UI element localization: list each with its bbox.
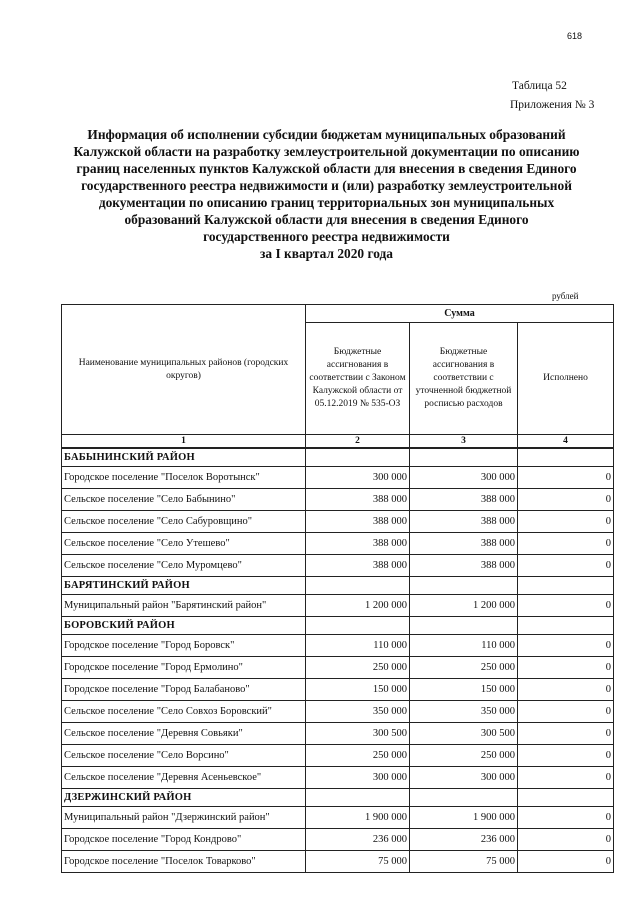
executed-value: 0: [518, 745, 614, 767]
table-row: [62, 745, 614, 767]
table-row: [62, 701, 614, 723]
law-allocation-value: 250 000: [306, 657, 410, 679]
district-name: БАБЫНИНСКИЙ РАЙОН: [62, 448, 306, 467]
law-allocation-value: 150 000: [306, 679, 410, 701]
budget-allocation-value: 236 000: [410, 829, 518, 851]
budget-allocation-value: 300 500: [410, 723, 518, 745]
table-row: [62, 533, 614, 555]
page-number: 618: [567, 31, 583, 41]
header-name: Наименование муниципальных районов (городских округов): [62, 305, 306, 435]
table-row: [62, 635, 614, 657]
law-allocation-value: 388 000: [306, 489, 410, 511]
title-line: документации по описанию границ территориальных зон муниципальных: [98, 195, 555, 210]
executed-value: 0: [518, 555, 614, 577]
budget-allocation-value: 75 000: [410, 851, 518, 873]
district-header-row: [62, 577, 614, 595]
empty-cell: [410, 448, 518, 467]
budget-allocation-value: 1 200 000: [410, 595, 518, 617]
budget-allocation-value: 388 000: [410, 489, 518, 511]
title-line: государственного реестра недвижимости и (или) разработку землеустроительной: [81, 178, 572, 193]
law-allocation-value: 388 000: [306, 555, 410, 577]
header-row-sum: [62, 305, 614, 323]
municipality-name: Сельское поселение "Деревня Совьяки": [62, 723, 306, 745]
executed-value: 0: [518, 533, 614, 555]
district-header-row: [62, 789, 614, 807]
budget-allocation-value: 150 000: [410, 679, 518, 701]
executed-value: 0: [518, 723, 614, 745]
executed-value: 0: [518, 467, 614, 489]
budget-allocation-value: 388 000: [410, 511, 518, 533]
municipality-name: Городское поселение "Город Балабаново": [62, 679, 306, 701]
municipality-name: Городское поселение "Город Кондрово": [62, 829, 306, 851]
table-row: [62, 555, 614, 577]
municipality-name: Городское поселение "Поселок Товарково": [62, 851, 306, 873]
table-row: [62, 511, 614, 533]
budget-allocation-value: 300 000: [410, 467, 518, 489]
municipality-name: Сельское поселение "Село Ворсино": [62, 745, 306, 767]
municipality-name: Сельское поселение "Деревня Асеньевское": [62, 767, 306, 789]
table-row: [62, 807, 614, 829]
municipality-name: Городское поселение "Город Боровск": [62, 635, 306, 657]
executed-value: 0: [518, 851, 614, 873]
municipality-name: Сельское поселение "Село Утешево": [62, 533, 306, 555]
executed-value: 0: [518, 595, 614, 617]
law-allocation-value: 350 000: [306, 701, 410, 723]
column-number-row: [62, 435, 614, 449]
law-allocation-value: 1 900 000: [306, 807, 410, 829]
title-line: государственного реестра недвижимости: [203, 229, 450, 244]
municipality-name: Муниципальный район "Барятинский район": [62, 595, 306, 617]
subsidy-table: [61, 304, 614, 873]
header-col2: Бюджетные ассигнования в соответствии с Законом Калужской области от 05.12.2019 № 535-ОЗ: [306, 323, 410, 435]
municipality-name: Муниципальный район "Дзержинский район": [62, 807, 306, 829]
district-header-row: [62, 617, 614, 635]
municipality-name: Сельское поселение "Село Сабуровщино": [62, 511, 306, 533]
title-line: образований Калужской области для внесения в сведения Единого: [124, 212, 529, 227]
header-col4: Исполнено: [518, 323, 614, 435]
executed-value: 0: [518, 657, 614, 679]
executed-value: 0: [518, 701, 614, 723]
budget-allocation-value: 300 000: [410, 767, 518, 789]
header-sum: Сумма: [306, 305, 614, 323]
executed-value: 0: [518, 679, 614, 701]
title-line: границ населенных пунктов Калужской области для внесения в сведения Единого: [76, 161, 577, 176]
budget-allocation-value: 350 000: [410, 701, 518, 723]
title-line: Информация об исполнении субсидии бюджетам муниципальных образований: [87, 127, 566, 142]
document-title: [40, 126, 613, 262]
table-row: [62, 767, 614, 789]
title-line: за I квартал 2020 года: [260, 246, 393, 261]
executed-value: 0: [518, 511, 614, 533]
budget-allocation-value: 250 000: [410, 657, 518, 679]
law-allocation-value: 110 000: [306, 635, 410, 657]
table-row: [62, 657, 614, 679]
empty-cell: [410, 617, 518, 635]
municipality-name: Сельское поселение "Село Бабынино": [62, 489, 306, 511]
law-allocation-value: 388 000: [306, 511, 410, 533]
district-name: БОРОВСКИЙ РАЙОН: [62, 617, 306, 635]
executed-value: 0: [518, 767, 614, 789]
table-row: [62, 679, 614, 701]
budget-allocation-value: 388 000: [410, 555, 518, 577]
empty-cell: [518, 617, 614, 635]
empty-cell: [306, 789, 410, 807]
table-row: [62, 467, 614, 489]
empty-cell: [410, 789, 518, 807]
table-row: [62, 489, 614, 511]
law-allocation-value: 388 000: [306, 533, 410, 555]
empty-cell: [518, 448, 614, 467]
law-allocation-value: 236 000: [306, 829, 410, 851]
budget-allocation-value: 250 000: [410, 745, 518, 767]
district-header-row: [62, 448, 614, 467]
appendix-reference: Приложения № 3: [510, 99, 595, 111]
district-name: БАРЯТИНСКИЙ РАЙОН: [62, 577, 306, 595]
budget-allocation-value: 110 000: [410, 635, 518, 657]
law-allocation-value: 1 200 000: [306, 595, 410, 617]
law-allocation-value: 300 000: [306, 767, 410, 789]
table-row: [62, 595, 614, 617]
table-reference: Таблица 52: [512, 80, 567, 92]
law-allocation-value: 300 000: [306, 467, 410, 489]
column-number: 3: [410, 435, 518, 449]
executed-value: 0: [518, 807, 614, 829]
table-row: [62, 829, 614, 851]
municipality-name: Сельское поселение "Село Муромцево": [62, 555, 306, 577]
empty-cell: [306, 577, 410, 595]
header-col3: Бюджетные ассигнования в соответствии с уточненной бюджетной росписью расходов: [410, 323, 518, 435]
units-label: рублей: [552, 291, 579, 301]
budget-allocation-value: 1 900 000: [410, 807, 518, 829]
law-allocation-value: 75 000: [306, 851, 410, 873]
empty-cell: [410, 577, 518, 595]
district-name: ДЗЕРЖИНСКИЙ РАЙОН: [62, 789, 306, 807]
column-number: 1: [62, 435, 306, 449]
table-row: [62, 851, 614, 873]
table-row: [62, 723, 614, 745]
title-line: Калужской области на разработку землеустроительной документации по описанию: [73, 144, 580, 159]
law-allocation-value: 300 500: [306, 723, 410, 745]
empty-cell: [518, 577, 614, 595]
municipality-name: Городское поселение "Поселок Воротынск": [62, 467, 306, 489]
empty-cell: [306, 448, 410, 467]
empty-cell: [306, 617, 410, 635]
table-body: [62, 305, 614, 873]
executed-value: 0: [518, 635, 614, 657]
executed-value: 0: [518, 489, 614, 511]
executed-value: 0: [518, 829, 614, 851]
column-number: 2: [306, 435, 410, 449]
municipality-name: Городское поселение "Город Ермолино": [62, 657, 306, 679]
budget-allocation-value: 388 000: [410, 533, 518, 555]
law-allocation-value: 250 000: [306, 745, 410, 767]
column-number: 4: [518, 435, 614, 449]
municipality-name: Сельское поселение "Село Совхоз Боровский": [62, 701, 306, 723]
empty-cell: [518, 789, 614, 807]
